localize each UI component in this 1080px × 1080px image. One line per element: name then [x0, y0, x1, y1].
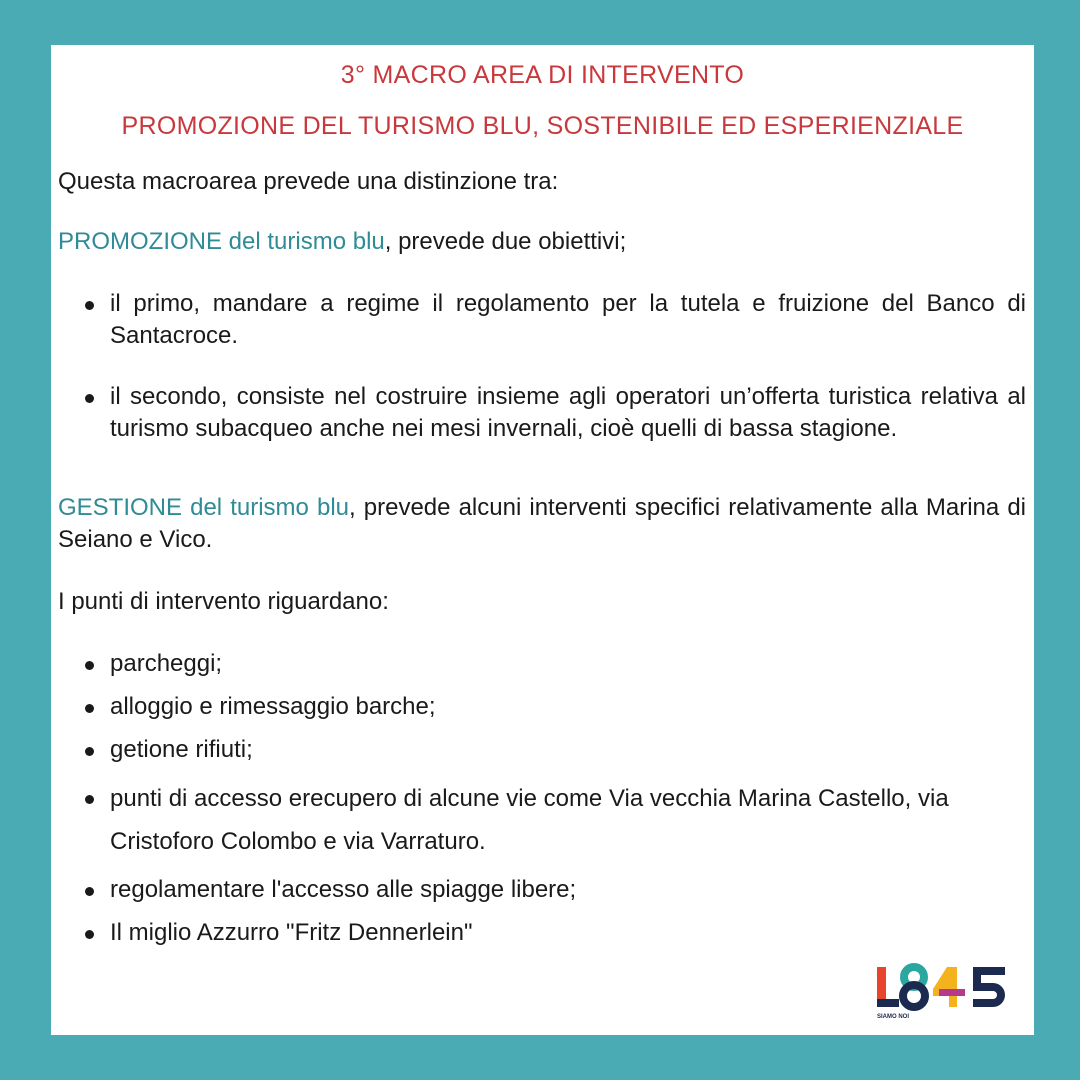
list-item-text: regolamentare l'accesso alle spiagge libere;	[110, 876, 577, 903]
promozione-list	[58, 288, 1026, 352]
bullet-icon	[85, 661, 94, 670]
page-title: 3° MACRO AREA DI INTERVENTO	[340, 61, 745, 89]
punti-intro: I punti di intervento riguardano:	[58, 588, 389, 615]
logo-tagline: SIAMO NOI	[877, 1014, 910, 1020]
bullet-icon	[85, 301, 94, 310]
list-item	[58, 734, 1026, 766]
list-item	[58, 648, 1026, 680]
list-item	[58, 288, 1026, 352]
list-item-text: alloggio e rimessaggio barche;	[110, 693, 436, 720]
page-subtitle: PROMOZIONE DEL TURISMO BLU, SOSTENIBILE ED ESPERIENZIALE	[121, 112, 964, 140]
promozione-heading	[58, 226, 1026, 258]
bullet-icon	[85, 930, 94, 939]
bullet-icon	[85, 887, 94, 896]
gestione-paragraph	[58, 492, 1026, 556]
logo-letter-l-foot	[877, 999, 899, 1007]
logo-digit-8-bottom	[903, 985, 925, 1007]
bullet-icon	[85, 747, 94, 756]
list-item	[58, 917, 1026, 949]
bullet-icon	[85, 795, 94, 804]
logo-digit-4-part	[933, 967, 957, 1007]
list-item-text: punti di accesso erecupero di alcune vie come Via vecchia Marina Castello, via Cristoforo Colombo e via Varraturo.	[110, 785, 949, 855]
list-item-text: Il miglio Azzurro "Fritz Dennerlein"	[110, 919, 473, 946]
list-item	[58, 777, 1026, 863]
promozione-rest: , prevede due obiettivi;	[384, 228, 627, 255]
list-item	[58, 381, 1026, 445]
gestione-rest: , prevede alcuni interventi specifici relativamente alla Marina di Seiano e Vico.	[58, 494, 1026, 553]
list-item	[58, 874, 1026, 906]
punti-list	[58, 648, 1026, 949]
promozione-lead: PROMOZIONE del turismo blu	[58, 228, 385, 255]
list-item-text: parcheggi;	[110, 650, 223, 677]
gestione-lead: GESTIONE del turismo blu	[58, 494, 350, 521]
logo-digit-5	[973, 967, 1005, 1007]
intro-text: Questa macroarea prevede una distinzione tra:	[58, 168, 559, 195]
bullet-icon	[85, 394, 94, 403]
list-item-text: il secondo, consiste nel costruire insieme agli operatori un’offerta turistica relativa al turismo subacqueo anche nei mesi invernali, cioè quelli di bassa stagione.	[110, 383, 1026, 442]
list-item-text: il primo, mandare a regime il regolamento per la tutela e fruizione del Banco di Santacroce.	[110, 290, 1026, 349]
list-item-text: getione rifiuti;	[110, 736, 253, 763]
l845-logo	[877, 963, 1009, 1021]
logo-digit-4-bar	[939, 989, 965, 996]
promozione-list-2	[58, 381, 1026, 445]
list-item	[58, 691, 1026, 723]
bullet-icon	[85, 704, 94, 713]
content-card	[51, 45, 1034, 1035]
